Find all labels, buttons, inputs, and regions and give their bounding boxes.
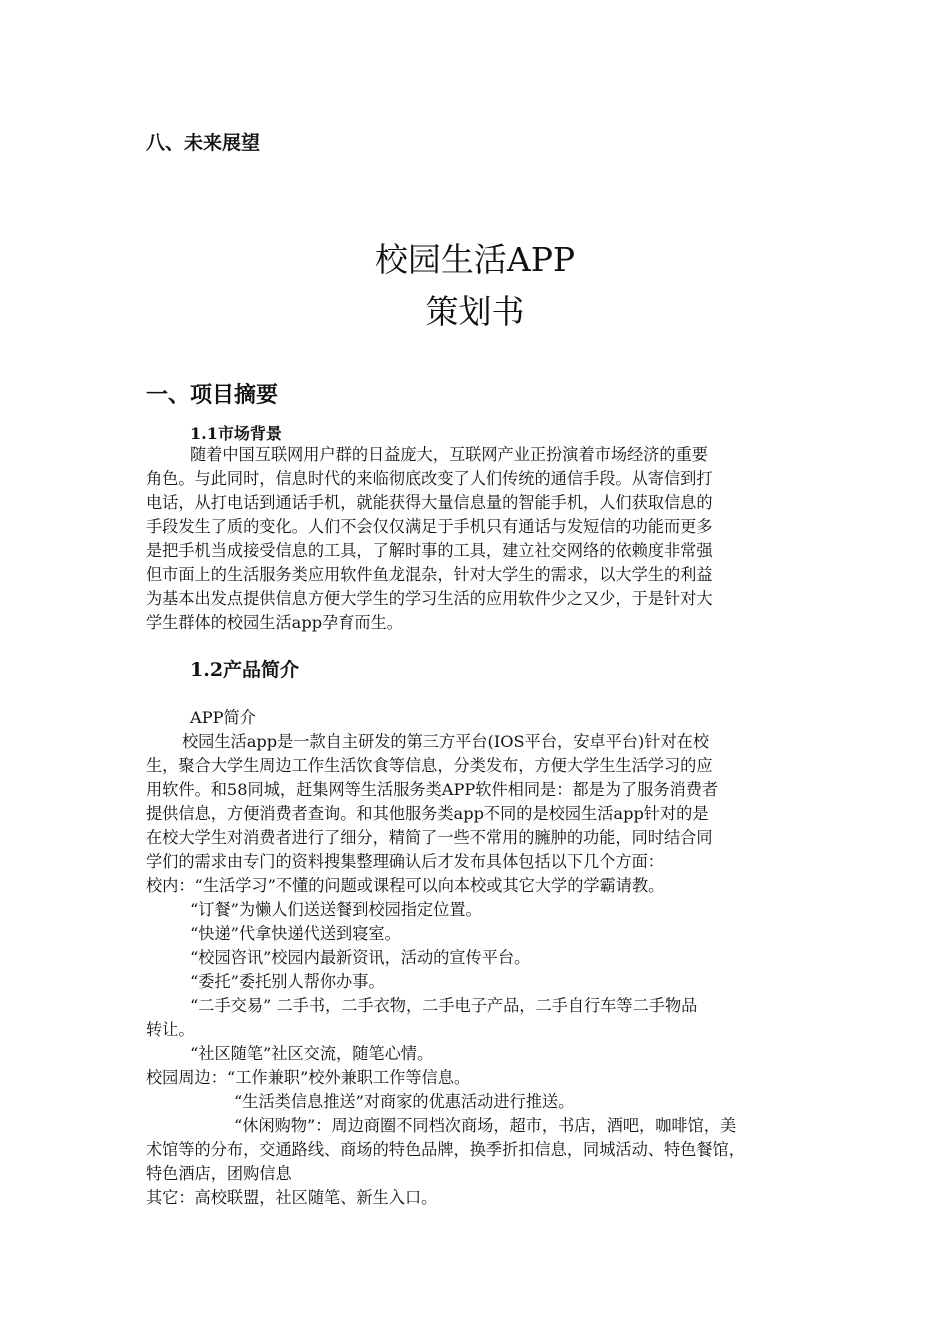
list-item: “生活类信息推送”对商家的优惠活动进行推送。	[234, 1092, 575, 1111]
paragraph-line: 学生群体的校园生活app孕育而生。	[146, 613, 403, 632]
paragraph-line: 为基本出发点提供信息方便大学生的学习生活的应用软件少之又少，于是针对大	[146, 589, 713, 608]
section-heading-summary: 一、项目摘要	[146, 383, 279, 408]
paragraph-line: 学们的需求由专门的资料搜集整理确认后才发布具体包括以下几个方面：	[146, 852, 664, 871]
list-item: “订餐”为懒人们送送餐到校园指定位置。	[190, 900, 482, 919]
others-line: 其它：高校联盟，社区随笔、新生入口。	[146, 1188, 438, 1207]
paragraph-line: 校园生活app是一款自主研发的第三方平台(IOS平台，安卓平台)针对在校	[182, 732, 710, 751]
list-item: “校园咨讯”校园内最新资讯，活动的宣传平台。	[190, 948, 531, 967]
section-heading-future: 八、未来展望	[146, 132, 261, 154]
subsection-heading-market: 1.1市场背景	[190, 424, 282, 443]
document-title: 校园生活APP	[374, 240, 576, 279]
list-item: 校园周边：“工作兼职”校外兼职工作等信息。	[146, 1068, 471, 1087]
list-item: 校内：“生活学习”不懂的问题或课程可以向本校或其它大学的学霸请教。	[146, 876, 665, 895]
paragraph-line: 电话，从打电话到通话手机，就能获得大量信息量的智能手机，人们获取信息的	[146, 493, 713, 512]
paragraph-line: 生，聚合大学生周边工作生活饮食等信息，分类发布，方便大学生生活学习的应	[146, 756, 713, 775]
paragraph-line: 在校大学生对消费者进行了细分，精简了一些不常用的臃肿的功能，同时结合同	[146, 828, 713, 847]
list-item: “社区随笔”社区交流，随笔心情。	[190, 1044, 434, 1063]
list-item: “委托”委托别人帮你办事。	[190, 972, 385, 991]
list-item: “休闲购物”：周边商圈不同档次商场，超市，书店，酒吧，咖啡馆，美	[234, 1116, 737, 1135]
document-subtitle: 策划书	[425, 292, 525, 331]
list-item: “快递”代拿快递代送到寝室。	[190, 924, 401, 943]
paragraph-line: 是把手机当成接受信息的工具，了解时事的工具，建立社交网络的依赖度非常强	[146, 541, 713, 560]
list-item: 转让。	[146, 1020, 195, 1039]
app-intro-label: APP简介	[190, 708, 256, 727]
list-item: 特色酒店，团购信息	[146, 1164, 292, 1183]
paragraph-line: 随着中国互联网用户群的日益庞大，互联网产业正扮演着市场经济的重要	[190, 445, 708, 464]
paragraph-line: 手段发生了质的变化。人们不会仅仅满足于手机只有通话与发短信的功能而更多	[146, 517, 713, 536]
subsection-heading-product: 1.2产品简介	[190, 659, 300, 681]
paragraph-line: 用软件。和58同城，赶集网等生活服务类APP软件相同是：都是为了服务消费者	[146, 780, 719, 799]
list-item: “二手交易” 二手书，二手衣物，二手电子产品，二手自行车等二手物品	[190, 996, 698, 1015]
list-item: 术馆等的分布，交通路线、商场的特色品牌，换季折扣信息，同城活动、特色餐馆，	[146, 1140, 745, 1159]
paragraph-line: 提供信息，方便消费者查询。和其他服务类app不同的是校园生活app针对的是	[146, 804, 709, 823]
paragraph-line: 角色。与此同时，信息时代的来临彻底改变了人们传统的通信手段。从寄信到打	[146, 469, 713, 488]
paragraph-line: 但市面上的生活服务类应用软件鱼龙混杂，针对大学生的需求，以大学生的利益	[146, 565, 713, 584]
